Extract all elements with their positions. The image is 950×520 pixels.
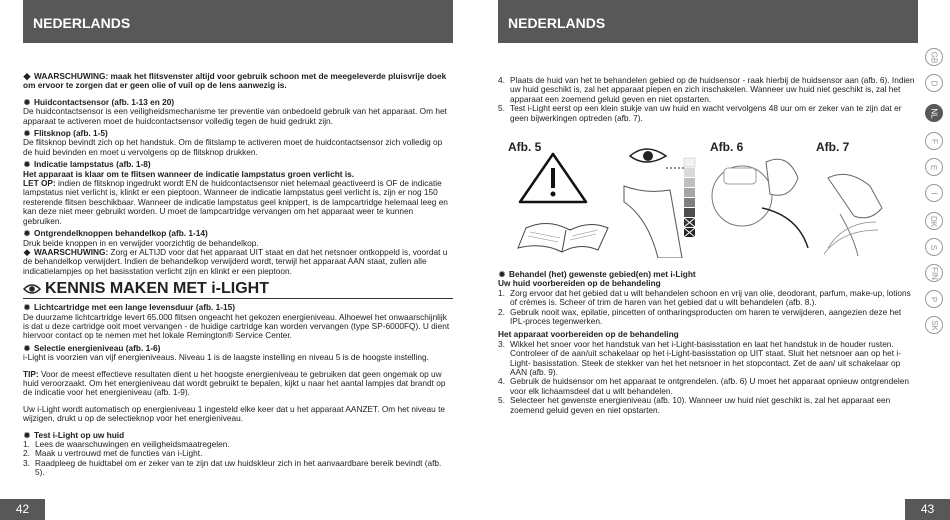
list-item: 4. Gebruik de huidsensor om het apparaat te ontgrendelen. (afb. 6) U moet het apparaat opnieuw ontgrendelen voor elk lichaamsdeel dat u wilt behandelen.	[498, 376, 909, 396]
list-item: 4. Plaats de huid van het te behandelen gebied op de huidsensor - raak hierbij de huidsensor aan (afb. 6). Indien uw huid geschikt is, zal het apparaat piepen en zich inschakelen. Wanneer uw huid niet geschikt is, zal het apparaat een zoemend geluid geven en niet opstarten.	[498, 75, 915, 104]
bullet-icon: ✹	[23, 303, 31, 313]
bullet-icon: ✹	[23, 430, 31, 440]
page-number-right: 43	[905, 499, 950, 520]
right-column-bottom	[498, 270, 918, 415]
test-title: ✹ Test i-Light op uw huid	[23, 429, 125, 440]
list-item: 1. Zorg ervoor dat het gebied dat u wilt behandelen schoon en vrij van olie, deodorant, parfum, make-up, lotions of crèmes is. Scheer of trim de haren van het gebied dat u wilt behandelen (afb. 8.).	[498, 287, 911, 308]
list-item: 3. Wikkel het snoer voor het handstuk van het i-Light-basisstation en laat het handstuk in de houder rusten. Controleer of de aan/uit schakelaar op het i-Light-basisstation op UIT staat. Sluit het netsnoer aan op het i-Light- basisstation. Steek de stekker van het het netsnoer in het stopcontact. Zet de aan/ uit schakelaar op AAN (afb. 9).	[498, 338, 901, 378]
lang-tab-sk[interactable]: SK	[925, 316, 943, 334]
bullet-icon: ✹	[23, 343, 31, 353]
prep-title: Uw huid voorbereiden op de behandeling	[498, 278, 661, 289]
lamp-title: ✹ Indicatie lampstatus (afb. 1-8)	[23, 159, 151, 170]
tip-paragraph: TIP: Voor de meest effectieve resultaten dient u het hoogste energieniveau te gebruiken dat geen ongemak op uw huid veroorzaakt. Om het energieniveau dat wordt gebruikt te bepalen, kijkt u naar het aantal lampjes dat brandt op de indicatie voor het energieniveau (afb. 1-9).	[23, 368, 446, 398]
header-left: NEDERLANDS	[23, 0, 453, 43]
bullet-icon: ✹	[23, 129, 31, 139]
lang-tab-d[interactable]: D	[925, 74, 943, 92]
sensor-text: De huidcontactsensor is een veiligheidsmechanisme ter preventie van onbedoeld gebruik van het apparaat. Om het apparaat te activeren moet de huidcontactsensor volledig tegen de huid gedrukt zijn.	[23, 106, 447, 126]
language-tabs	[919, 44, 950, 500]
figure-strip	[498, 138, 918, 258]
fig7-label: Afb. 7	[816, 140, 850, 154]
lamp-bold: Het apparaat is klaar om te flitsen wanneer de indicatie lampstatus groen verlicht is.	[23, 168, 355, 179]
prep-list	[498, 289, 918, 327]
flash-title: ✹ Flitsknop (afb. 1-5)	[23, 128, 108, 139]
unlock-text: Druk beide knoppen in en verwijder voorzichtig de behandelkop.	[23, 237, 259, 248]
flash-text: De flitsknop bevindt zich op het handstuk. Om de flitslamp te activeren moet de huidcontactsensor zich volledig op de huid bevinden en moet u vervolgens op de flitsknop drukken.	[23, 137, 443, 157]
warning-main: ◆ WAARSCHUWING: maak het flitsvenster altijd voor gebruik schoon met de meegeleverde pluisvrije doek om ervoor te zorgen dat er geen olie of vuil op de lens aanwezig is.	[23, 71, 447, 91]
book-illustration	[518, 223, 608, 252]
lang-tab-fin[interactable]: FIN	[925, 264, 943, 282]
section-title: KENNIS MAKEN MET i-LIGHT	[23, 282, 453, 299]
cartridge-text: De duurzame lichtcartridge levert 65.000 flitsen ongeacht het gekozen energieniveau. Alhoewel het onwaarschijnlijk is dat u deze cartridge ooit moet vervangen - de huidige cartridge kan worden vervangen (type SP-6000FQ). U dient hiervoor contact op te nemen met het lokale Remington® Service Center.	[23, 311, 450, 341]
lang-tab-s[interactable]: S	[925, 238, 943, 256]
treat-title: ✹ Behandel (het) gewenste gebied(en) met i-Light	[498, 269, 696, 279]
test-list-continued	[498, 76, 918, 123]
eye-illustration	[630, 149, 684, 168]
fig5-label: Afb. 5	[508, 140, 542, 154]
right-column-top	[498, 76, 918, 123]
lang-tab-f[interactable]: F	[925, 132, 943, 150]
device-illustration	[712, 159, 808, 248]
bullet-icon: ✹	[23, 229, 31, 239]
bullet-icon: ✹	[498, 270, 506, 279]
arm-illustration	[624, 186, 682, 258]
warning-two: ◆ WAARSCHUWING: Zorg er ALTIJD voor dat het apparaat UIT staat en dat het netsnoer ontkoppeld is, voordat u de behandelkop verwijdert. Indien de behandelkop verwijderd wordt, terwijl het apparaat AAN staat, zullen alle indicatielampjes op het basisstation verlicht zijn en klinkt er een pieptoon.	[23, 246, 448, 276]
unlock-title: ✹ Ontgrendelknoppen behandelkop (afb. 1-14)	[23, 228, 208, 239]
bullet-icon: ✹	[23, 160, 31, 170]
list-item: 2. Maak u vertrouwd met de functies van i-Light.	[23, 448, 203, 459]
list-item: 2. Gebruik nooit wax, epilatie, pincetten of ontharingsproducten om haren te verwijderen, aangezien deze het IPL-proces tegenwerken.	[498, 306, 902, 327]
page-number-left: 42	[0, 499, 45, 520]
auto-text: Uw i-Light wordt automatisch op energieniveau 1 ingesteld elke keer dat u het apparaat AANZET. Om het niveau te wijzigen, drukt u op de selectieknop voor het energieniveau.	[23, 403, 445, 424]
lang-tab-e[interactable]: E	[925, 158, 943, 176]
letop-paragraph: LET OP: indien de flitsknop ingedrukt wordt EN de huidcontactsensor niet helemaal geactiveerd is OF de indicatie lampstatus niet verlicht is, klinkt er een pieptoon. Wanneer de indicatie lampstatus geel verlicht is, zijn er nog 150 resterende flitsen beschikbaar. Wanneer de indicatie lampstatus geel knippert, is de lampcartridge helemaal leeg en kan deze niet meer gebruikt worden. U moet de lampcartridge vervangen om het apparaat weer te kunnen gebruiken.	[23, 178, 448, 226]
list-item: 1. Lees de waarschuwingen en veiligheidsmaatregelen.	[23, 439, 230, 449]
handpiece-illustration	[824, 174, 882, 256]
sensor-title: ✹ Huidcontactsensor (afb. 1-13 en 20)	[23, 96, 175, 107]
left-column	[23, 72, 453, 478]
fig6-label: Afb. 6	[710, 140, 744, 154]
lang-tab-nl[interactable]: NL	[925, 104, 943, 122]
figure-illustrations	[498, 138, 918, 258]
cartridge-title: ✹ Lichtcartridge met een lange levensduur (afb. 1-15)	[23, 302, 236, 313]
bullet-icon: ✹	[23, 97, 31, 107]
skin-tone-chart	[684, 158, 695, 237]
list-item: 5. Test i-Light eerst op een klein stukje van uw huid en wacht vervolgens 48 uur om er zeker van te zijn dat er geen bijwerkingen optreden (afb. 7).	[498, 103, 902, 123]
lang-tab-dk[interactable]: DK	[925, 212, 943, 230]
warning-triangle-icon	[520, 154, 586, 202]
lang-tab-gb[interactable]: GB	[925, 48, 943, 66]
device-list	[498, 340, 918, 415]
energy-title: ✹ Selectie energieniveau (afb. 1-6)	[23, 342, 161, 353]
warning-icon: ◆	[23, 246, 31, 257]
lang-tab-p[interactable]: P	[925, 290, 943, 308]
device-title: Het apparaat voorbereiden op de behandeling	[498, 329, 679, 340]
list-item: 3. Raadpleeg de huidtabel om er zeker van te zijn dat uw huidskleur zich in het aanvaardbare bereik bevindt (afb. 5).	[23, 457, 442, 478]
test-list	[23, 440, 453, 478]
energy-text: i-Light is voorzien van vijf energieniveaus. Niveau 1 is de laagste instelling en niveau 5 is de hoogste instelling.	[23, 352, 429, 363]
header-right: NEDERLANDS	[498, 0, 918, 43]
warning-icon: ◆	[23, 71, 31, 81]
eye-icon	[23, 282, 41, 296]
list-item: 5. Selecteer het gewenste energieniveau (afb. 10). Wanneer uw huid niet geschikt is, zal het apparaat een zoemend geluid geven en niet opstarten.	[498, 395, 891, 415]
lang-tab-i[interactable]: I	[925, 184, 943, 202]
